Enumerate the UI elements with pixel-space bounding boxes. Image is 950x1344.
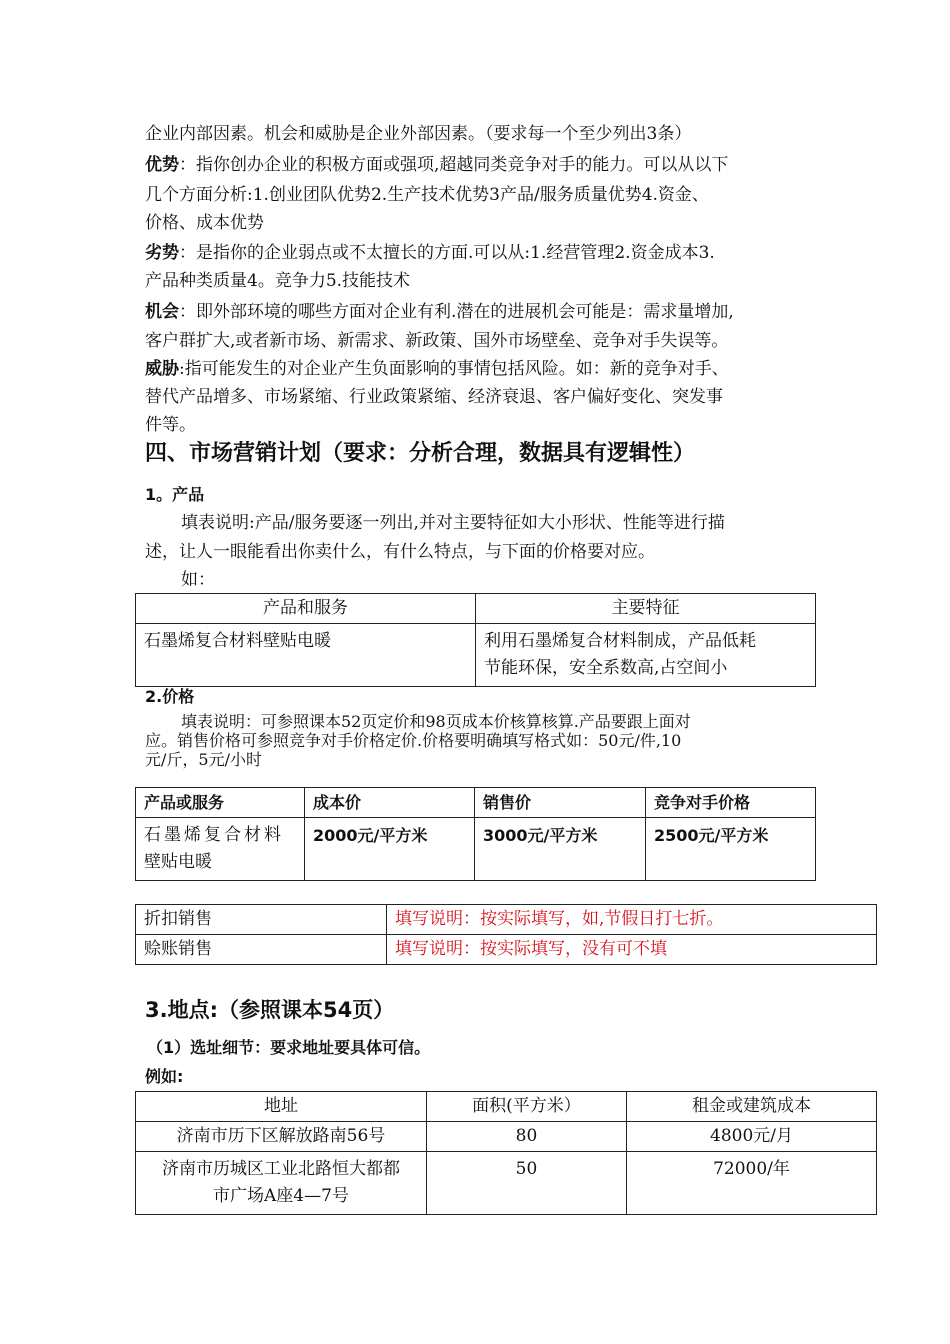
table-row [136, 905, 877, 935]
feature-line-2: 节能环保，安全系数高,占空间小 [484, 658, 728, 678]
cost-price-cell: 2000元/平方米 [305, 818, 475, 881]
threat-line-2: 替代产品增多、市场紧缩、行业政策紧缩、经济衰退、客户偏好变化、突发事 [145, 387, 723, 407]
swot-intro: 企业内部因素。机会和威胁是企业外部因素。（要求每一个至少列出3条） [145, 124, 692, 144]
opportunity-line-1 [145, 301, 734, 323]
weakness-text: ：是指你的企业弱点或不太擅长的方面.可以从:1.经营管理2.资金成本3. [179, 243, 715, 263]
discount-label-cell: 折扣销售 [136, 905, 387, 935]
table-header-cell: 主要特征 [476, 594, 816, 624]
table-header-row [136, 594, 816, 624]
price-desc-line-1: 填表说明：可参照课本52页定价和98页成本价核算核算.产品要跟上面对 [181, 712, 691, 731]
table-header-cell: 地址 [136, 1092, 427, 1122]
table-header-cell: 租金或建筑成本 [627, 1092, 877, 1122]
opportunity-label: 机会 [145, 302, 179, 322]
area-cell: 50 [427, 1152, 627, 1215]
address-cell: 济南市历下区解放路南56号 [136, 1122, 427, 1152]
opportunity-text: ：即外部环境的哪些方面对企业有利.潜在的进展机会可能是：需求量增加, [179, 302, 734, 322]
address-line-1: 济南市历城区工业北路恒大都都 [162, 1159, 400, 1179]
strength-label: 优势 [145, 155, 179, 175]
strength-text: ：指你创办企业的积极方面或强项,超越同类竞争对手的能力。可以从以下 [179, 155, 729, 175]
price-product-line-2: 壁贴电暖 [144, 852, 212, 872]
price-heading: 2.价格 [145, 687, 195, 706]
table-header-cell: 面积(平方米） [427, 1092, 627, 1122]
rent-cell: 4800元/月 [627, 1122, 877, 1152]
table-row [136, 624, 816, 687]
product-feature-cell [476, 624, 816, 687]
location-example-label: 例如: [145, 1067, 184, 1086]
table-header-cell: 产品和服务 [136, 594, 476, 624]
product-example-label: 如： [181, 570, 215, 590]
table-header-cell: 销售价 [475, 788, 646, 818]
threat-line-1 [145, 358, 729, 380]
area-cell: 80 [427, 1122, 627, 1152]
price-product-line-1: 石墨烯复合材料 [144, 825, 284, 845]
table-row [136, 1122, 877, 1152]
table-header-cell: 竞争对手价格 [646, 788, 816, 818]
price-desc-line-3: 元/斤，5元/小时 [145, 750, 262, 769]
table-header-cell: 产品或服务 [136, 788, 305, 818]
rent-cell: 72000/年 [627, 1152, 877, 1215]
table-header-cell: 成本价 [305, 788, 475, 818]
location-subheading: （1）选址细节：要求地址要具体可信。 [147, 1038, 431, 1057]
table-row [136, 935, 877, 965]
competitor-price-cell: 2500元/平方米 [646, 818, 816, 881]
table-header-row [136, 1092, 877, 1122]
location-heading: 3.地点:（参照课本54页） [145, 998, 395, 1022]
weakness-line-2: 产品种类质量4。竞争力5.技能技术 [145, 271, 411, 291]
sales-terms-table [135, 904, 877, 965]
credit-label-cell: 赊账销售 [136, 935, 387, 965]
product-desc-line-2: 述，让人一眼能看出你卖什么，有什么特点，与下面的价格要对应。 [145, 542, 655, 562]
product-heading: 1。产品 [145, 485, 205, 504]
strength-line-1 [145, 154, 728, 176]
price-table [135, 787, 816, 881]
weakness-line-1 [145, 242, 715, 264]
sale-price-cell: 3000元/平方米 [475, 818, 646, 881]
section-4-title: 四、市场营销计划（要求：分析合理，数据具有逻辑性） [145, 441, 696, 466]
discount-note-cell: 填写说明：按实际填写，如,节假日打七折。 [387, 905, 877, 935]
weakness-label: 劣势 [145, 243, 179, 263]
product-name-cell: 石墨烯复合材料壁贴电暖 [136, 624, 476, 687]
price-desc-line-2: 应。销售价格可参照竞争对手价格定价.价格要明确填写格式如：50元/件,10 [145, 731, 682, 750]
address-cell [136, 1152, 427, 1215]
strength-line-2: 几个方面分析:1.创业团队优势2.生产技术优势3产品/服务质量优势4.资金、 [145, 185, 709, 205]
product-table [135, 593, 816, 687]
table-row [136, 1152, 877, 1215]
threat-text: :指可能发生的对企业产生负面影响的事情包括风险。如：新的竞争对手、 [179, 359, 729, 379]
product-desc-line-1: 填表说明:产品/服务要逐一列出,并对主要特征如大小形状、性能等进行描 [181, 513, 725, 533]
table-header-row [136, 788, 816, 818]
location-table [135, 1091, 877, 1215]
credit-note-cell: 填写说明：按实际填写，没有可不填 [387, 935, 877, 965]
threat-line-3: 件等。 [145, 415, 196, 435]
price-product-cell [136, 818, 305, 881]
table-row [136, 818, 816, 881]
threat-label: 威胁 [145, 359, 179, 379]
feature-line-1: 利用石墨烯复合材料制成，产品低耗 [484, 631, 756, 651]
strength-line-3: 价格、成本优势 [145, 213, 264, 233]
address-line-2: 市广场A座4—7号 [213, 1186, 349, 1206]
opportunity-line-2: 客户群扩大,或者新市场、新需求、新政策、国外市场壁垒、竞争对手失误等。 [145, 331, 729, 351]
